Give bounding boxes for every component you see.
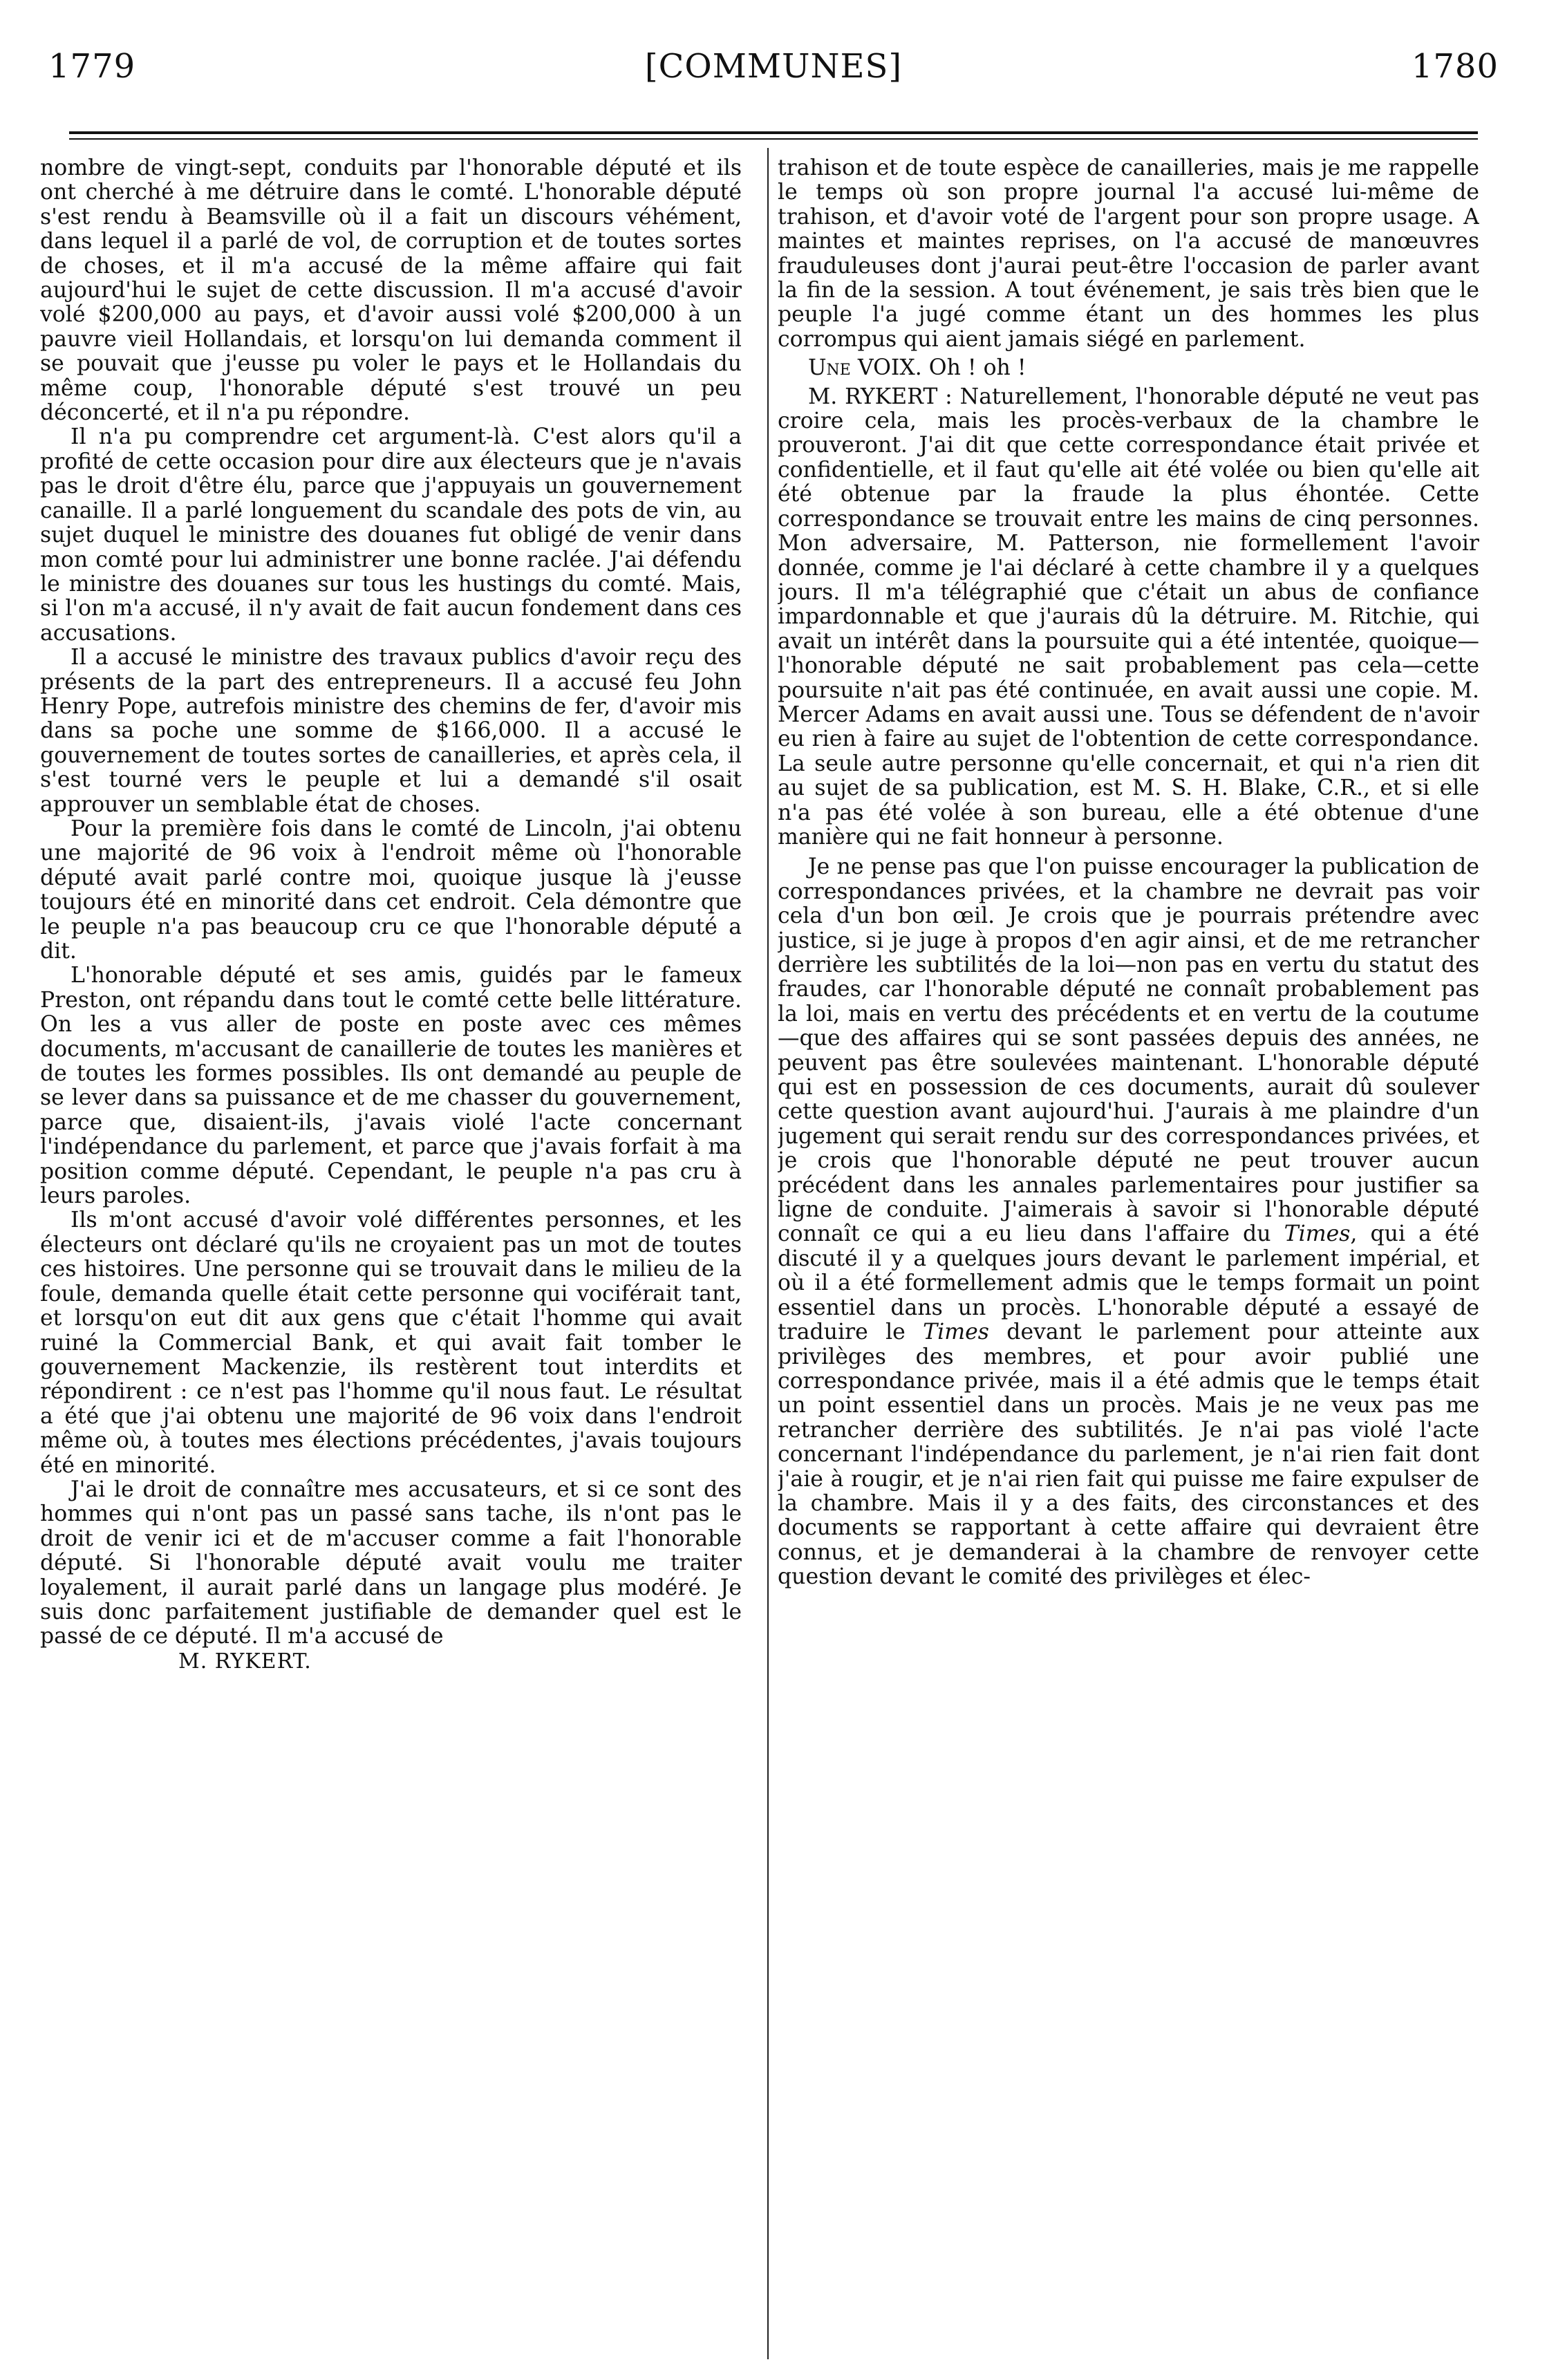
- speech: [778, 385, 1479, 850]
- interjection: [778, 356, 1479, 380]
- header-rule-thin: [69, 138, 1478, 140]
- paragraph: Pour la première fois dans le comté de Lincoln, j'ai obtenu une majorité de 96 voix à l'endroit même où l'honorable député avait parlé contre moi, quoique jusque là j'eusse toujours été en minorité dans cet endroit. Cela démontre que le peuple n'a pas beaucoup cru ce que l'honorable député a dit.: [40, 816, 742, 964]
- header-rule-thick: [69, 131, 1478, 134]
- section-title: [COMMUNES]: [644, 47, 903, 86]
- speech-text: Naturellement, l'honorable député ne veut pas croire cela, mais les procès-verbaux de la chambre le prouveront. J'ai dit que cette correspondance était privée et confidentielle, et il faut qu'elle ait été volée ou bien qu'elle ait été obtenue par la fraude la plus éhontée. Cette correspondance se trouvait entre les mains de cinq personnes. Mon adversaire, M. Patterson, nie formellement l'avoir donnée, comme je l'ai déclaré à cette chambre il y a quelques jours. Il m'a télégraphié que c'était un abus de confiance impardonnable et que j'aurais dû la détruire. M. Ritchie, qui avait un intérêt dans la poursuite qui a été intentée, quoique—l'honorable député ne sait probablement pas cela—cette poursuite n'ait pas été continuée, en avait aussi une copie. M. Mercer Adams en avait aussi une. Tous se défendent de n'avoir eu rien à faire au sujet de l'obtention de cette correspondance. La seule autre personne qu'elle concernait, et qui n'a rien dit au sujet de sa publication, est M. S. H. Blake, C.R., et si elle n'a pas été volée à son bureau, elle a été obtenue d'une manière qui ne fait honneur à personne.: [778, 384, 1479, 850]
- page-number-right: 1780: [1411, 47, 1499, 86]
- speaker-signature: M. RYKERT.: [178, 1649, 312, 1674]
- page-number-left: 1779: [48, 47, 136, 86]
- left-column: [40, 156, 742, 2359]
- italic-title: Times: [923, 1320, 989, 1345]
- page-header: [48, 47, 1499, 95]
- paragraph-text: devant le parlement pour atteinte aux privilèges des membres, et pour avoir publié une correspondance privée, mais il a été admis que le temps était un point essentiel dans un procès. Mais je ne veux pas me retrancher derrière des subtilités. Je n'ai pas violé l'acte concernant l'indépendance du parlement, je n'ai rien fait dont j'aie à rougir, et je n'ai rien fait qui puisse me faire expulser de la chambre. Mais il y a des faits, des circonstances et des documents se rapportant à cette affaire qui devraient être connus, et je demanderai à la chambre de renvoyer cette question devant le comité des privilèges et élec-: [778, 1320, 1479, 1590]
- paragraph: Ils m'ont accusé d'avoir volé différentes personnes, et les électeurs ont déclaré qu'ils ne croyaient pas un mot de toutes ces histoires. Une personne qui se trouvait dans le milieu de la foule, demanda quelle était cette personne qui vociférait tant, et lorsqu'on eut dit aux gens que c'était l'homme qui avait ruiné la Commercial Bank, et qui avait fait tomber le gouvernement Mackenzie, ils restèrent tout interdits et répondirent : ce n'est pas l'homme qu'il nous faut. Le résultat a été que j'ai obtenu une majorité de 96 voix dans l'endroit même où, à toutes mes élections précédentes, j'avais toujours été en minorité.: [40, 1208, 742, 1478]
- speaker-name: M. RYKERT :: [808, 384, 953, 409]
- paragraph: Il a accusé le ministre des travaux publics d'avoir reçu des présents de la part des entrepreneurs. Il a accusé feu John Henry Pope, autrefois ministre des chemins de fer, d'avoir mis dans sa poche une somme de $166,000. Il a accusé le gouvernement de toutes sortes de canailleries, et après cela, il s'est tourné vers le peuple et lui a demandé s'il osait approuver un semblable état de choses.: [40, 645, 742, 817]
- right-column: [778, 156, 1479, 2359]
- paragraph: Il n'a pu comprendre cet argument-là. C'est alors qu'il a profité de cette occasion pour dire aux électeurs que je n'avais pas le droit d'être élu, parce que j'appuyais un gouvernement canaille. Il a parlé longuement du scandale des pots de vin, au sujet duquel le ministre des douanes fut obligé de venir dans mon comté pour lui administrer une bonne raclée. J'ai défendu le ministre des douanes sur tous les hustings du comté. Mais, si l'on m'a accusé, il n'y avait de fait aucun fondement dans ces accusations.: [40, 424, 742, 646]
- paragraph: L'honorable député et ses amis, guidés par le fameux Preston, ont répandu dans tout le comté cette belle littérature. On les a vus aller de poste en poste avec ces mêmes documents, m'accusant de canaillerie de toutes les manières et de toutes les formes possibles. Ils ont demandé au peuple de se lever dans sa puissance et de me chasser du gouvernement, parce que, disaient-ils, j'avais violé l'acte concernant l'indépendance du parlement, et parce que j'avais forfait à ma position comme député. Cependant, le peuple n'a pas cru à leurs paroles.: [40, 963, 742, 1209]
- paragraph: [778, 855, 1479, 1589]
- interjection-text: Oh ! oh !: [928, 355, 1026, 381]
- italic-title: Times: [1284, 1221, 1351, 1247]
- column-divider: [767, 148, 769, 2359]
- speaker-name: Une VOIX.: [808, 355, 922, 381]
- paragraph: nombre de vingt-sept, conduits par l'honorable député et ils ont cherché à me détruire dans le comté. L'honorable député s'est rendu à Beamsville où il a fait un discours véhément, dans lequel il a parlé de vol, de corruption et de toutes sortes de choses, et il m'a accusé de la même affaire qui fait aujourd'hui le sujet de cette discussion. Il m'a accusé d'avoir volé $200,000 au pays, et d'avoir aussi volé $200,000 à un pauvre vieil Hollandais, et lorsqu'on lui demanda comment il se pouvait que j'eusse pu voler le pays et le Hollandais du même coup, l'honorable député s'est trouvé un peu déconcerté, et il n'a pu répondre.: [40, 156, 742, 426]
- paragraph-text: Je ne pense pas que l'on puisse encourager la publication de correspondances privées, et la chambre ne devrait pas voir cela d'un bon œil. Je crois que je pourrais prétendre avec justice, si je juge à propos d'en agir ainsi, et de me retrancher derrière les subtilités de la loi—non pas en vertu du statut des fraudes, car l'honorable député ne connaît probablement pas la loi, mais en vertu des précédents et en vertu de la coutume—que des affaires qui se sont passées depuis des années, ne peuvent pas être soulevées maintenant. L'honorable député qui est en possession de ces documents, aurait dû soulever cette question avant aujourd'hui. J'aurais à me plaindre d'un jugement qui serait rendu sur des correspondances privées, et je crois que l'honorable député ne peut trouver aucun précédent dans les annales parlementaires pour justifier sa ligne de conduite. J'aimerais à savoir si l'honorable député connaît ce qui a eu lieu dans l'affaire du: [778, 854, 1479, 1247]
- paragraph: J'ai le droit de connaître mes accusateurs, et si ce sont des hommes qui n'ont pas un passé sans tache, ils n'ont pas le droit de venir ici et de m'accuser comme a fait l'honorable député. Si l'honorable député avait voulu me traiter loyalement, il aurait parlé dans un langage plus modéré. Je suis donc parfaitement justifiable de demander quel est le passé de ce député. Il m'a accusé de: [40, 1477, 742, 1649]
- paragraph: trahison et de toute espèce de canailleries, mais je me rappelle le temps où son propre journal l'a accusé lui-même de trahison, et d'avoir voté de l'argent pour son propre usage. A maintes et maintes reprises, on l'a accusé de manœuvres frauduleuses dont j'aurai peut-être l'occasion de parler avant la fin de la session. A tout événement, je sais très bien que le peuple l'a jugé comme étant un des hommes les plus corrompus qui aient jamais siégé en parlement.: [778, 156, 1479, 352]
- paragraph-text: , qui a été discuté il y a quelques jours devant le parlement impérial, et où il a été formellement admis que le temps formait un point essentiel dans un procès. L'honorable député a essayé de traduire le: [778, 1221, 1479, 1345]
